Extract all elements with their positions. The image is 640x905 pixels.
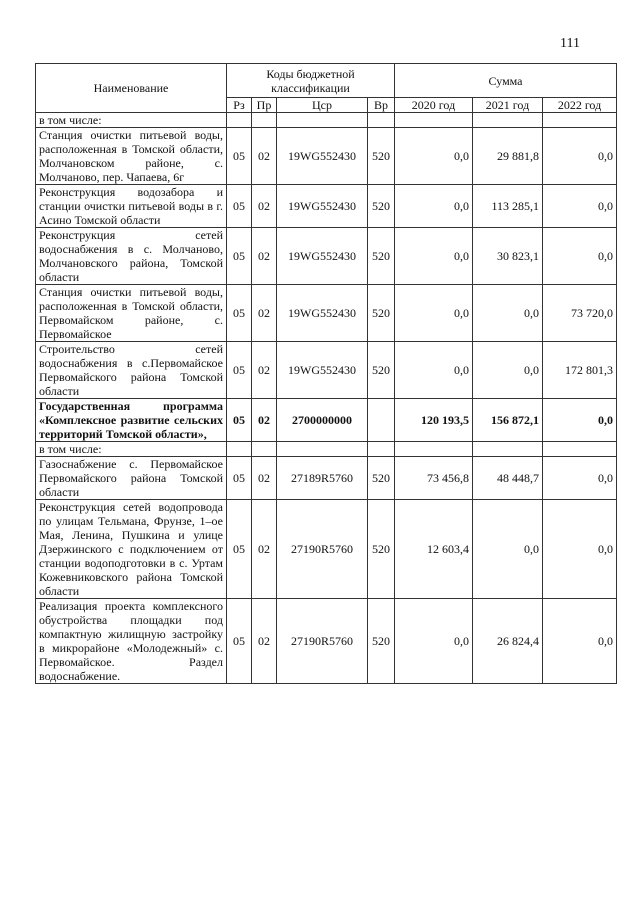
cell-pr: 02 xyxy=(252,342,277,399)
cell-y2022: 0,0 xyxy=(543,599,617,684)
cell-csr: 19WG552430 xyxy=(277,342,368,399)
cell-rz xyxy=(227,442,252,457)
cell-pr: 02 xyxy=(252,399,277,442)
cell-y2021 xyxy=(473,113,543,128)
header-2022: 2022 год xyxy=(543,98,617,113)
table-body xyxy=(36,113,617,684)
header-rz: Рз xyxy=(227,98,252,113)
budget-table xyxy=(35,63,617,684)
row-name: Строительство сетей водоснабжения в с.Первомайское Первомайского района Томской области xyxy=(36,342,227,399)
cell-y2020: 73 456,8 xyxy=(395,457,473,500)
cell-pr: 02 xyxy=(252,228,277,285)
cell-pr: 02 xyxy=(252,599,277,684)
header-2021: 2021 год xyxy=(473,98,543,113)
cell-y2022: 0,0 xyxy=(543,500,617,599)
program-row xyxy=(36,399,617,442)
cell-pr: 02 xyxy=(252,285,277,342)
cell-y2022: 0,0 xyxy=(543,399,617,442)
cell-pr: 02 xyxy=(252,185,277,228)
cell-rz: 05 xyxy=(227,185,252,228)
cell-y2022: 0,0 xyxy=(543,228,617,285)
cell-rz: 05 xyxy=(227,399,252,442)
row-name: Реконструкция водозабора и станции очистки питьевой воды в г. Асино Томской области xyxy=(36,185,227,228)
cell-y2020: 0,0 xyxy=(395,228,473,285)
row-name: Государственная программа «Комплексное развитие сельских территорий Томской области», xyxy=(36,399,227,442)
table-row xyxy=(36,285,617,342)
cell-rz: 05 xyxy=(227,342,252,399)
row-name: Станция очистки питьевой воды, расположенная в Томской области, Молчановском районе, с. Молчаново, пер. Чапаева, 6г xyxy=(36,128,227,185)
cell-y2021: 0,0 xyxy=(473,342,543,399)
cell-vr: 520 xyxy=(368,457,395,500)
header-codes: Коды бюджетной классификации xyxy=(227,64,395,98)
subheader-row xyxy=(36,113,617,128)
cell-vr: 520 xyxy=(368,285,395,342)
row-name: Станция очистки питьевой воды, расположенная в Томской области, Первомайском районе, с. Первомайское xyxy=(36,285,227,342)
row-name: Реализация проекта комплексного обустройства площадки под компактную жилищную застройку в микрорайоне «Молодежный» с. Первомайское. Раздел водоснабжение. xyxy=(36,599,227,684)
cell-y2021: 30 823,1 xyxy=(473,228,543,285)
cell-y2020 xyxy=(395,442,473,457)
cell-y2021: 156 872,1 xyxy=(473,399,543,442)
cell-y2020: 120 193,5 xyxy=(395,399,473,442)
cell-vr: 520 xyxy=(368,599,395,684)
cell-y2020: 0,0 xyxy=(395,599,473,684)
table-row xyxy=(36,185,617,228)
cell-y2020 xyxy=(395,113,473,128)
cell-y2022: 73 720,0 xyxy=(543,285,617,342)
cell-csr xyxy=(277,442,368,457)
row-name: в том числе: xyxy=(36,113,227,128)
subheader-row xyxy=(36,442,617,457)
cell-pr: 02 xyxy=(252,128,277,185)
table-row xyxy=(36,342,617,399)
table-row xyxy=(36,128,617,185)
cell-csr: 27190R5760 xyxy=(277,500,368,599)
cell-y2021 xyxy=(473,442,543,457)
table-row xyxy=(36,457,617,500)
row-name: Газоснабжение с. Первомайское Первомайского района Томской области xyxy=(36,457,227,500)
cell-y2020: 12 603,4 xyxy=(395,500,473,599)
table-row xyxy=(36,228,617,285)
cell-y2021: 0,0 xyxy=(473,285,543,342)
header-pr: Пр xyxy=(252,98,277,113)
row-name: Реконструкция сетей водопровода по улицам Тельмана, Фрунзе, 1–ое Мая, Ленина, Пушкина и улице Дзержинского с подключением от станции водоподготовки в с. Уртам Кожевниковского района Томской области xyxy=(36,500,227,599)
cell-rz: 05 xyxy=(227,128,252,185)
cell-pr xyxy=(252,113,277,128)
header-name: Наименование xyxy=(36,64,227,113)
cell-y2020: 0,0 xyxy=(395,185,473,228)
cell-csr: 27189R5760 xyxy=(277,457,368,500)
cell-vr: 520 xyxy=(368,500,395,599)
cell-y2021: 48 448,7 xyxy=(473,457,543,500)
table-row xyxy=(36,599,617,684)
cell-csr: 19WG552430 xyxy=(277,128,368,185)
table-row xyxy=(36,500,617,599)
header-sum: Сумма xyxy=(395,64,617,98)
cell-csr: 2700000000 xyxy=(277,399,368,442)
cell-y2021: 26 824,4 xyxy=(473,599,543,684)
cell-y2022 xyxy=(543,442,617,457)
cell-vr xyxy=(368,399,395,442)
cell-pr: 02 xyxy=(252,457,277,500)
cell-y2020: 0,0 xyxy=(395,285,473,342)
cell-y2021: 113 285,1 xyxy=(473,185,543,228)
cell-y2021: 29 881,8 xyxy=(473,128,543,185)
cell-y2020: 0,0 xyxy=(395,128,473,185)
cell-csr xyxy=(277,113,368,128)
page-number: 111 xyxy=(560,36,580,51)
cell-pr xyxy=(252,442,277,457)
cell-csr: 27190R5760 xyxy=(277,599,368,684)
cell-rz: 05 xyxy=(227,457,252,500)
cell-y2022 xyxy=(543,113,617,128)
cell-csr: 19WG552430 xyxy=(277,228,368,285)
cell-vr xyxy=(368,442,395,457)
cell-csr: 19WG552430 xyxy=(277,285,368,342)
cell-csr: 19WG552430 xyxy=(277,185,368,228)
cell-rz xyxy=(227,113,252,128)
cell-vr: 520 xyxy=(368,185,395,228)
cell-pr: 02 xyxy=(252,500,277,599)
cell-rz: 05 xyxy=(227,285,252,342)
row-name: Реконструкция сетей водоснабжения в с. Молчаново, Молчановского района, Томской области xyxy=(36,228,227,285)
cell-vr: 520 xyxy=(368,128,395,185)
header-vr: Вр xyxy=(368,98,395,113)
header-2020: 2020 год xyxy=(395,98,473,113)
header-csr: Цср xyxy=(277,98,368,113)
row-name: в том числе: xyxy=(36,442,227,457)
cell-rz: 05 xyxy=(227,599,252,684)
cell-y2021: 0,0 xyxy=(473,500,543,599)
cell-vr: 520 xyxy=(368,342,395,399)
cell-y2022: 0,0 xyxy=(543,185,617,228)
cell-rz: 05 xyxy=(227,500,252,599)
cell-vr xyxy=(368,113,395,128)
cell-rz: 05 xyxy=(227,228,252,285)
cell-y2022: 172 801,3 xyxy=(543,342,617,399)
cell-y2020: 0,0 xyxy=(395,342,473,399)
cell-vr: 520 xyxy=(368,228,395,285)
cell-y2022: 0,0 xyxy=(543,128,617,185)
cell-y2022: 0,0 xyxy=(543,457,617,500)
